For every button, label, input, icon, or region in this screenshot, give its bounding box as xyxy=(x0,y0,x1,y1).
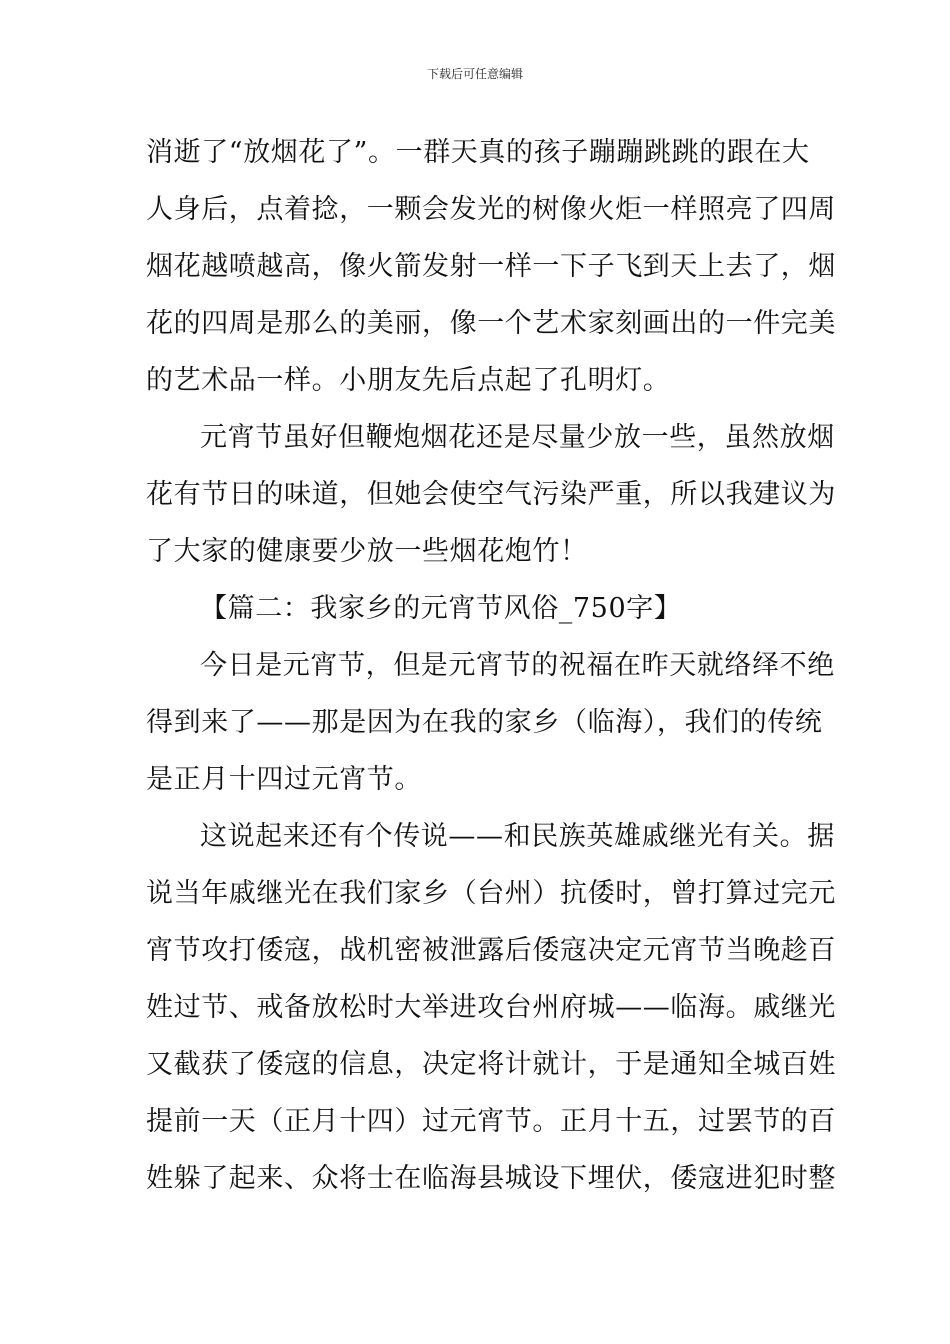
text-line: 这说起来还有个传说——和民族英雄戚继光有关。据 xyxy=(200,821,835,852)
text-line: 了大家的健康要少放一些烟花炮竹！ xyxy=(146,536,588,567)
page-header: 下载后可任意编辑 xyxy=(426,67,523,81)
text-line: 消逝了“放烟花了”。一群天真的孩子蹦蹦跳跳的跟在大 xyxy=(146,137,810,168)
section-heading: 【篇二：我家乡的元宵节风俗_750字】 xyxy=(200,593,682,624)
text-line: 花的四周是那么的美丽，像一个艺术家刻画出的一件完美 xyxy=(146,308,836,339)
document-body xyxy=(146,124,836,1207)
text-line: 得到来了——那是因为在我的家乡（临海），我们的传统 xyxy=(146,707,823,738)
text-line: 烟花越喷越高，像火箭发射一样一下子飞到天上去了，烟 xyxy=(146,251,836,282)
text-line: 说当年戚继光在我们家乡（台州）抗倭时，曾打算过完元 xyxy=(146,878,836,909)
text-line: 今日是元宵节，但是元宵节的祝福在昨天就络绎不绝 xyxy=(200,650,835,681)
text-line: 是正月十四过元宵节。 xyxy=(146,764,422,795)
text-line: 元宵节虽好但鞭炮烟花还是尽量少放一些，虽然放烟 xyxy=(200,422,835,453)
text-line: 姓躲了起来、众将士在临海县城设下埋伏，倭寇进犯时整 xyxy=(146,1163,836,1194)
text-line: 宵节攻打倭寇，战机密被泄露后倭寇决定元宵节当晚趁百 xyxy=(146,935,836,966)
text-line: 姓过节、戒备放松时大举进攻台州府城——临海。戚继光 xyxy=(146,992,836,1023)
text-line: 人身后，点着捻，一颗会发光的树像火炬一样照亮了四周 xyxy=(146,194,836,225)
text-line: 花有节日的味道，但她会使空气污染严重，所以我建议为 xyxy=(146,479,836,510)
text-line: 提前一天（正月十四）过元宵节。正月十五，过罢节的百 xyxy=(146,1106,836,1137)
text-line: 的艺术品一样。小朋友先后点起了孔明灯。 xyxy=(146,365,671,396)
text-line: 又截获了倭寇的信息，决定将计就计，于是通知全城百姓 xyxy=(146,1049,836,1080)
